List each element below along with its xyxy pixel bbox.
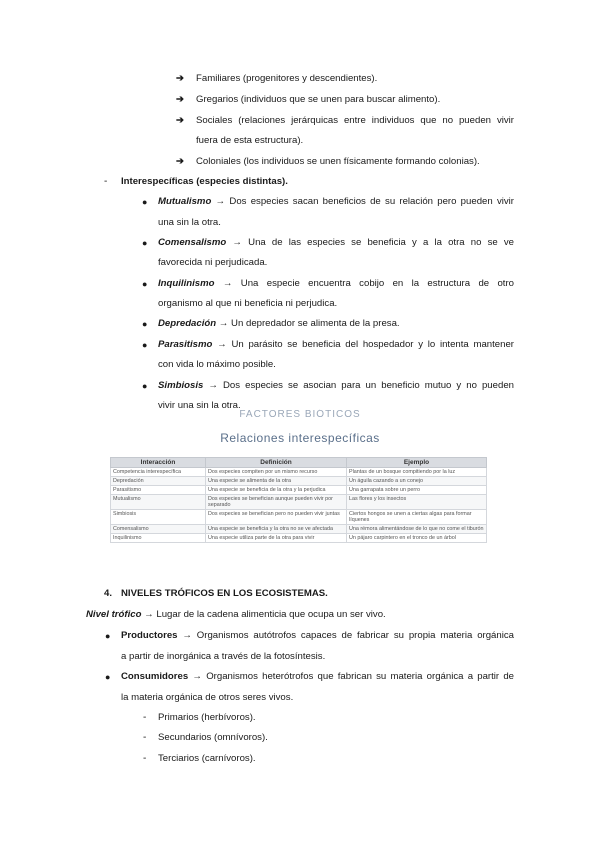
dash-bullet: - [143,753,147,764]
table-cell: Ciertos hongos se unen a ciertas algas para formar líquenes [347,510,487,525]
list-item-continuation: favorecida ni perjudicada. [158,257,268,268]
dash-bullet: - [143,712,147,723]
table-cell: Un pájaro carpintero en el tronco de un árbol [347,534,487,543]
list-item: Depredación → Un depredador se alimenta de la presa. [158,318,400,329]
list-item-continuation: una sin la otra. [158,217,221,228]
section-number: 4. [104,588,113,599]
table-cell: Mutualismo [111,495,206,510]
table-cell: Dos especies se benefician pero no pueden vivir juntas [206,510,347,525]
bullet-icon: ● [105,672,111,682]
table-row [111,510,487,525]
list-item: Mutualismo → Dos especies sacan beneficios de su relación pero pueden vivir [158,196,514,207]
list-item: Terciarios (carnívoros). [158,753,256,764]
arrow-right-icon: ➔ [176,73,185,84]
list-item-continuation: a partir de inorgánica a través de la fotosíntesis. [121,651,326,662]
bullet-icon: ● [142,319,148,329]
table-cell: Comensalismo [111,525,206,534]
table-cell: Parasitismo [111,486,206,495]
relations-table [110,457,487,543]
table-title: Relaciones interespecíficas [220,431,380,445]
list-item: Parasitismo → Un parásito se beneficia del hospedador y lo intenta mantener [158,339,514,350]
section-title: NIVELES TRÓFICOS EN LOS ECOSISTEMAS. [121,588,328,599]
bullet-icon: ● [142,279,148,289]
table-cell: Inquilinismo [111,534,206,543]
table-cell: Un águila cazando a un conejo [347,477,487,486]
list-item: Inquilinismo → Una especie encuentra cobijo en la estructura de otro [158,278,514,289]
table-cell: Simbiosis [111,510,206,525]
table-cell: Las flores y los insectos [347,495,487,510]
list-item: Consumidores → Organismos heterótrofos que fabrican su materia orgánica a partir de [121,671,514,682]
table-cell: Una especie se beneficia de la otra y la perjudica [206,486,347,495]
list-item: Comensalismo → Una de las especies se beneficia y a la otra no se ve [158,237,514,248]
section-heading: Interespecíficas (especies distintas). [121,176,288,187]
table-cell: Una rémora alimentándose de lo que no come el tiburón [347,525,487,534]
bullet-icon: ● [142,381,148,391]
table-cell: Una especie utiliza parte de la otra para vivir [206,534,347,543]
faded-slide-header: FACTORES BIÓTICOS [239,409,361,418]
dash-bullet: - [104,176,108,187]
list-item: Productores → Organismos autótrofos capaces de fabricar su propia materia orgánica [121,630,514,641]
table-row [111,534,487,543]
column-header: Interacción [111,458,206,468]
table-cell: Dos especies se benefician aunque pueden vivir por separado [206,495,347,510]
list-item: Secundarios (omnívoros). [158,732,268,743]
table-cell: Competencia interespecífica [111,468,206,477]
bullet-icon: ● [142,340,148,350]
definition-line: Nivel trófico → Lugar de la cadena alimenticia que ocupa un ser vivo. [86,609,386,620]
list-item: ➔ Gregarios (individuos que se unen para buscar alimento). [176,94,441,105]
list-item: ➔ Familiares (progenitores y descendientes). [176,73,378,84]
table-row [111,486,487,495]
table-cell: Una garrapata sobre un perro [347,486,487,495]
bullet-icon: ● [142,197,148,207]
list-item-continuation: fuera de esta estructura). [196,135,304,146]
list-item: Primarios (herbívoros). [158,712,256,723]
table-row [111,477,487,486]
column-header: Definición [206,458,347,468]
table-cell: Dos especies compiten por un mismo recurso [206,468,347,477]
list-item-continuation: organismo al que ni beneficia ni perjudica. [158,298,338,309]
list-item: ➔ Sociales (relaciones jerárquicas entre individuos que no pueden vivir [176,115,514,126]
list-item-continuation: con vida lo máximo posible. [158,359,276,370]
table-cell: Depredación [111,477,206,486]
column-header: Ejemplo [347,458,487,468]
table-cell: Una especie se alimenta de la otra [206,477,347,486]
arrow-right-icon: ➔ [176,94,185,105]
bullet-icon: ● [142,238,148,248]
list-item-continuation: vivir una sin la otra. [158,400,241,411]
arrow-right-icon: ➔ [176,115,185,126]
list-item-continuation: la materia orgánica de otros seres vivos. [121,692,294,703]
table-cell: Una especie se beneficia y la otra no se ve afectada [206,525,347,534]
arrow-right-icon: ➔ [176,156,185,167]
table-row [111,468,487,477]
bullet-icon: ● [105,631,111,641]
table-row [111,495,487,510]
table-row [111,525,487,534]
list-item: Simbiosis → Dos especies se asocian para un beneficio mutuo y no pueden [158,380,514,391]
list-item: ➔ Coloniales (los individuos se unen físicamente formando colonias). [176,156,480,167]
table-cell: Plantas de un bosque compitiendo por la luz [347,468,487,477]
dash-bullet: - [143,732,147,743]
